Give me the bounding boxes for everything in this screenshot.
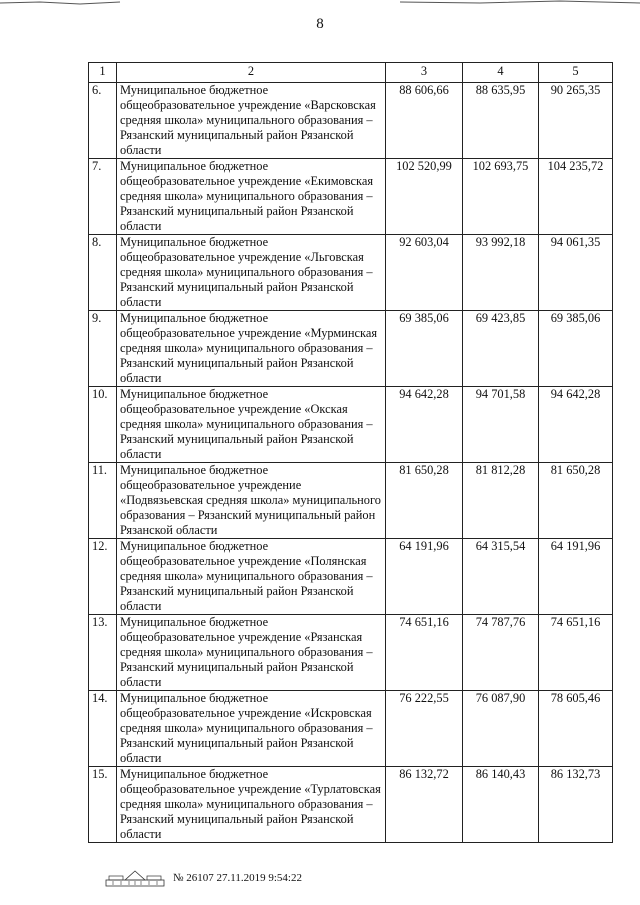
value-col-4: 102 693,75 [463, 159, 539, 235]
table-row [89, 83, 613, 159]
institution-name: Муниципальное бюджетное общеобразовательное учреждение «Турлатовская средняя школа» муниципального образования – Рязанский муниципальный район Рязанской области [117, 767, 386, 843]
row-number: 10. [89, 387, 117, 463]
row-number: 9. [89, 311, 117, 387]
table-header-row [89, 63, 613, 83]
institution-name: Муниципальное бюджетное общеобразовательное учреждение «Окская средняя школа» муниципального образования – Рязанский муниципальный район Рязанской области [117, 387, 386, 463]
value-col-3: 92 603,04 [386, 235, 463, 311]
table-row [89, 387, 613, 463]
value-col-3: 74 651,16 [386, 615, 463, 691]
institution-name: Муниципальное бюджетное общеобразовательное учреждение «Рязанская средняя школа» муниципального образования – Рязанский муниципальный район Рязанской области [117, 615, 386, 691]
funding-table [88, 62, 613, 843]
row-number: 14. [89, 691, 117, 767]
institution-name: Муниципальное бюджетное общеобразовательное учреждение «Варсковская средняя школа» муниципального образования – Рязанский муниципальный район Рязанской области [117, 83, 386, 159]
column-header: 4 [463, 63, 539, 83]
institution-name: Муниципальное бюджетное общеобразовательное учреждение «Мурминская средняя школа» муниципального образования – Рязанский муниципальный район Рязанской области [117, 311, 386, 387]
scan-edge-artifact [0, 0, 640, 8]
column-header: 3 [386, 63, 463, 83]
value-col-4: 64 315,54 [463, 539, 539, 615]
column-header: 1 [89, 63, 117, 83]
row-number: 12. [89, 539, 117, 615]
table-row [89, 691, 613, 767]
value-col-3: 88 606,66 [386, 83, 463, 159]
value-col-5: 90 265,35 [539, 83, 613, 159]
value-col-5: 94 061,35 [539, 235, 613, 311]
row-number: 8. [89, 235, 117, 311]
value-col-4: 76 087,90 [463, 691, 539, 767]
value-col-4: 74 787,76 [463, 615, 539, 691]
table-row [89, 463, 613, 539]
value-col-5: 104 235,72 [539, 159, 613, 235]
row-number: 11. [89, 463, 117, 539]
value-col-5: 69 385,06 [539, 311, 613, 387]
table-row [89, 235, 613, 311]
institution-name: Муниципальное бюджетное общеобразовательное учреждение «Подвязьевская средняя школа» муниципального образования – Рязанский муниципальный район Рязанской области [117, 463, 386, 539]
value-col-5: 78 605,46 [539, 691, 613, 767]
table-row [89, 159, 613, 235]
value-col-5: 94 642,28 [539, 387, 613, 463]
value-col-3: 81 650,28 [386, 463, 463, 539]
row-number: 15. [89, 767, 117, 843]
row-number: 6. [89, 83, 117, 159]
value-col-4: 81 812,28 [463, 463, 539, 539]
institution-name: Муниципальное бюджетное общеобразовательное учреждение «Полянская средняя школа» муниципального образования – Рязанский муниципальный район Рязанской области [117, 539, 386, 615]
value-col-3: 102 520,99 [386, 159, 463, 235]
value-col-5: 86 132,73 [539, 767, 613, 843]
registration-stamp: № 26107 27.11.2019 9:54:22 [173, 872, 302, 884]
value-col-5: 81 650,28 [539, 463, 613, 539]
value-col-4: 69 423,85 [463, 311, 539, 387]
value-col-3: 86 132,72 [386, 767, 463, 843]
value-col-5: 64 191,96 [539, 539, 613, 615]
page-number: 8 [316, 16, 324, 32]
value-col-4: 93 992,18 [463, 235, 539, 311]
row-number: 13. [89, 615, 117, 691]
institution-name: Муниципальное бюджетное общеобразовательное учреждение «Екимовская средняя школа» муниципального образования – Рязанский муниципальный район Рязанской области [117, 159, 386, 235]
institution-name: Муниципальное бюджетное общеобразовательное учреждение «Искровская средняя школа» муниципального образования – Рязанский муниципальный район Рязанской области [117, 691, 386, 767]
value-col-3: 69 385,06 [386, 311, 463, 387]
table-row [89, 767, 613, 843]
table-row [89, 615, 613, 691]
value-col-3: 76 222,55 [386, 691, 463, 767]
document-footer [105, 867, 302, 889]
value-col-4: 94 701,58 [463, 387, 539, 463]
value-col-3: 94 642,28 [386, 387, 463, 463]
building-stamp-icon [105, 868, 165, 888]
table-row [89, 311, 613, 387]
column-header: 5 [539, 63, 613, 83]
value-col-4: 86 140,43 [463, 767, 539, 843]
value-col-5: 74 651,16 [539, 615, 613, 691]
row-number: 7. [89, 159, 117, 235]
value-col-3: 64 191,96 [386, 539, 463, 615]
value-col-4: 88 635,95 [463, 83, 539, 159]
table-row [89, 539, 613, 615]
institution-name: Муниципальное бюджетное общеобразовательное учреждение «Льговская средняя школа» муниципального образования – Рязанский муниципальный район Рязанской области [117, 235, 386, 311]
column-header: 2 [117, 63, 386, 83]
